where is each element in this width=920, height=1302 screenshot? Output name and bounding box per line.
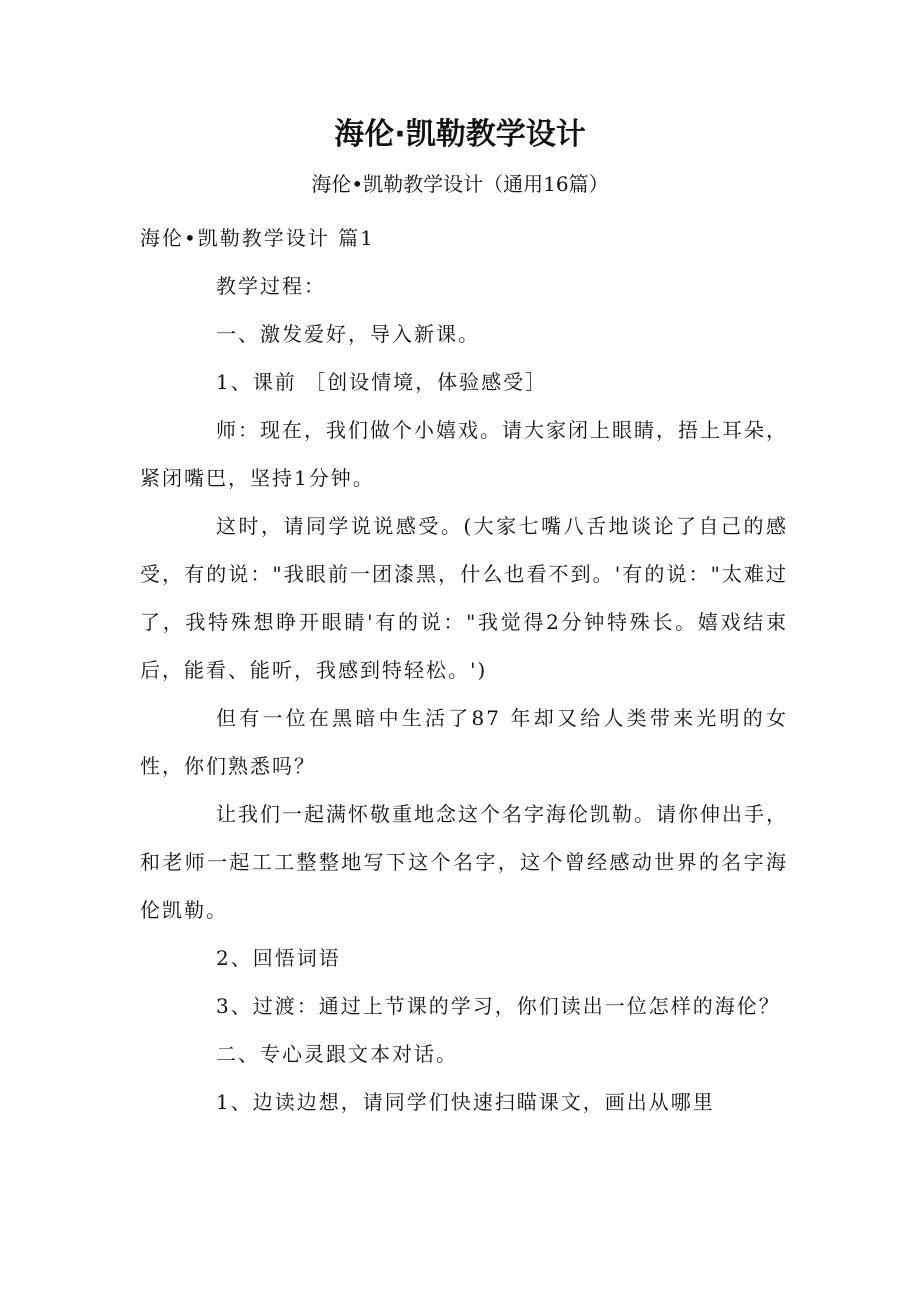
document-title: 海伦·凯勒教学设计: [334, 117, 586, 152]
document-subtitle: 海伦•凯勒教学设计（通用16篇）: [311, 172, 609, 196]
paragraph: 1、边读边想，请同学们快速扫瞄课文，画出从哪里: [216, 1090, 715, 1114]
paragraph: 师：现在，我们做个小嬉戏。请大家闭上眼睛，捂上耳朵，紧闭嘴巴，坚持1分钟。: [140, 418, 788, 490]
paragraph: 1、课前 ［创设情境，体验感受］: [216, 370, 548, 394]
section-heading: 海伦•凯勒教学设计 篇1: [140, 226, 375, 250]
document-body: [140, 214, 788, 1126]
paragraph: 但有一位在黑暗中生活了87 年却又给人类带来光明的女性，你们熟悉吗？: [140, 706, 788, 778]
paragraph: 二、专心灵跟文本对话。: [216, 1042, 458, 1066]
paragraph: 让我们一起满怀敬重地念这个名字海伦凯勒。请你伸出手，和老师一起工工整整地写下这个名字，这个曾经感动世界的名字海伦凯勒。: [140, 802, 788, 922]
paragraph: 这时，请同学说说感受。(大家七嘴八舌地谈论了自己的感受，有的说："我眼前一团漆黑，什么也看不到。'有的说："太难过了，我特殊想睁开眼睛'有的说："我觉得2分钟特殊长。嬉戏结束后，能看、能听，我感到特轻松。'): [140, 514, 788, 682]
paragraph: 一、激发爱好，导入新课。: [216, 322, 480, 346]
paragraph: 3、过渡：通过上节课的学习，你们读出一位怎样的海伦？: [216, 994, 781, 1018]
paragraph: 教学过程：: [216, 274, 326, 298]
paragraph: 2、回悟词语: [216, 946, 341, 970]
